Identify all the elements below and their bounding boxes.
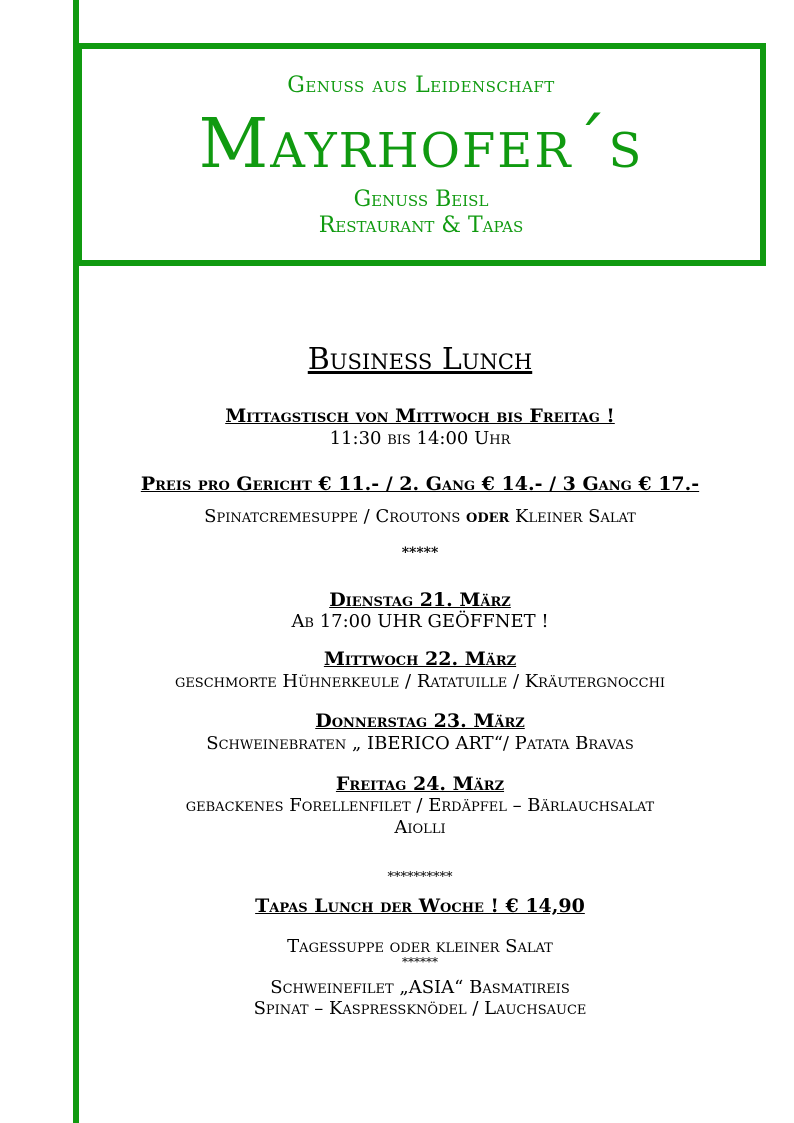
- hours: 11:30 bis 14:00 Uhr: [329, 428, 511, 449]
- day-dish: Schweinebraten „ IBERICO ART“/ Patata Bravas: [206, 733, 634, 754]
- day-dish-continued: Aiolli: [394, 817, 446, 838]
- day-heading: Donnerstag 23. März: [315, 710, 525, 732]
- subtitle-restaurant: Restaurant & Tapas: [318, 213, 524, 238]
- starter-alt: Kleiner Salat: [515, 506, 636, 527]
- subtitle-beisl: Genuss Beisl: [353, 187, 489, 212]
- day-dish: Ab 17:00 UHR GEÖFFNET !: [291, 611, 549, 632]
- starter-line: [40, 506, 794, 527]
- starter-or: oder: [466, 506, 510, 527]
- separator: **********: [387, 870, 453, 885]
- menu-content: [40, 0, 794, 1123]
- day-dish: gebackenes Forellenfilet / Erdäpfel – Bärlauchsalat: [185, 795, 655, 816]
- price-line: Preis pro Gericht € 11.- / 2. Gang € 14.- / 3 Gang € 17.-: [140, 473, 700, 495]
- day-heading: Dienstag 21. März: [329, 589, 511, 611]
- day-dish: geschmorte Hühnerkeule / Ratatuille / Kräutergnocchi: [174, 671, 666, 692]
- separator: ******: [402, 955, 438, 969]
- tapas-starter: Tagessuppe oder kleiner Salat: [287, 936, 553, 957]
- separator: *****: [401, 545, 439, 561]
- availability-heading: Mittagstisch von Mittwoch bis Freitag !: [225, 405, 615, 427]
- brand-name: Mayrhofer´s: [198, 105, 644, 184]
- menu-title: Business Lunch: [307, 342, 533, 377]
- tapas-main: Schweinefilet „ASIA“ Basmatireis: [270, 977, 570, 998]
- day-heading: Freitag 24. März: [335, 773, 505, 795]
- tagline: Genuss aus Leidenschaft: [287, 73, 555, 98]
- starter-main: Spinatcremesuppe / Croutons: [204, 506, 461, 527]
- tapas-heading: Tapas Lunch der Woche ! € 14,90: [255, 895, 585, 917]
- day-heading: Mittwoch 22. März: [323, 648, 517, 670]
- tapas-main-continued: Spinat – Kaspressknödel / Lauchsauce: [253, 998, 587, 1019]
